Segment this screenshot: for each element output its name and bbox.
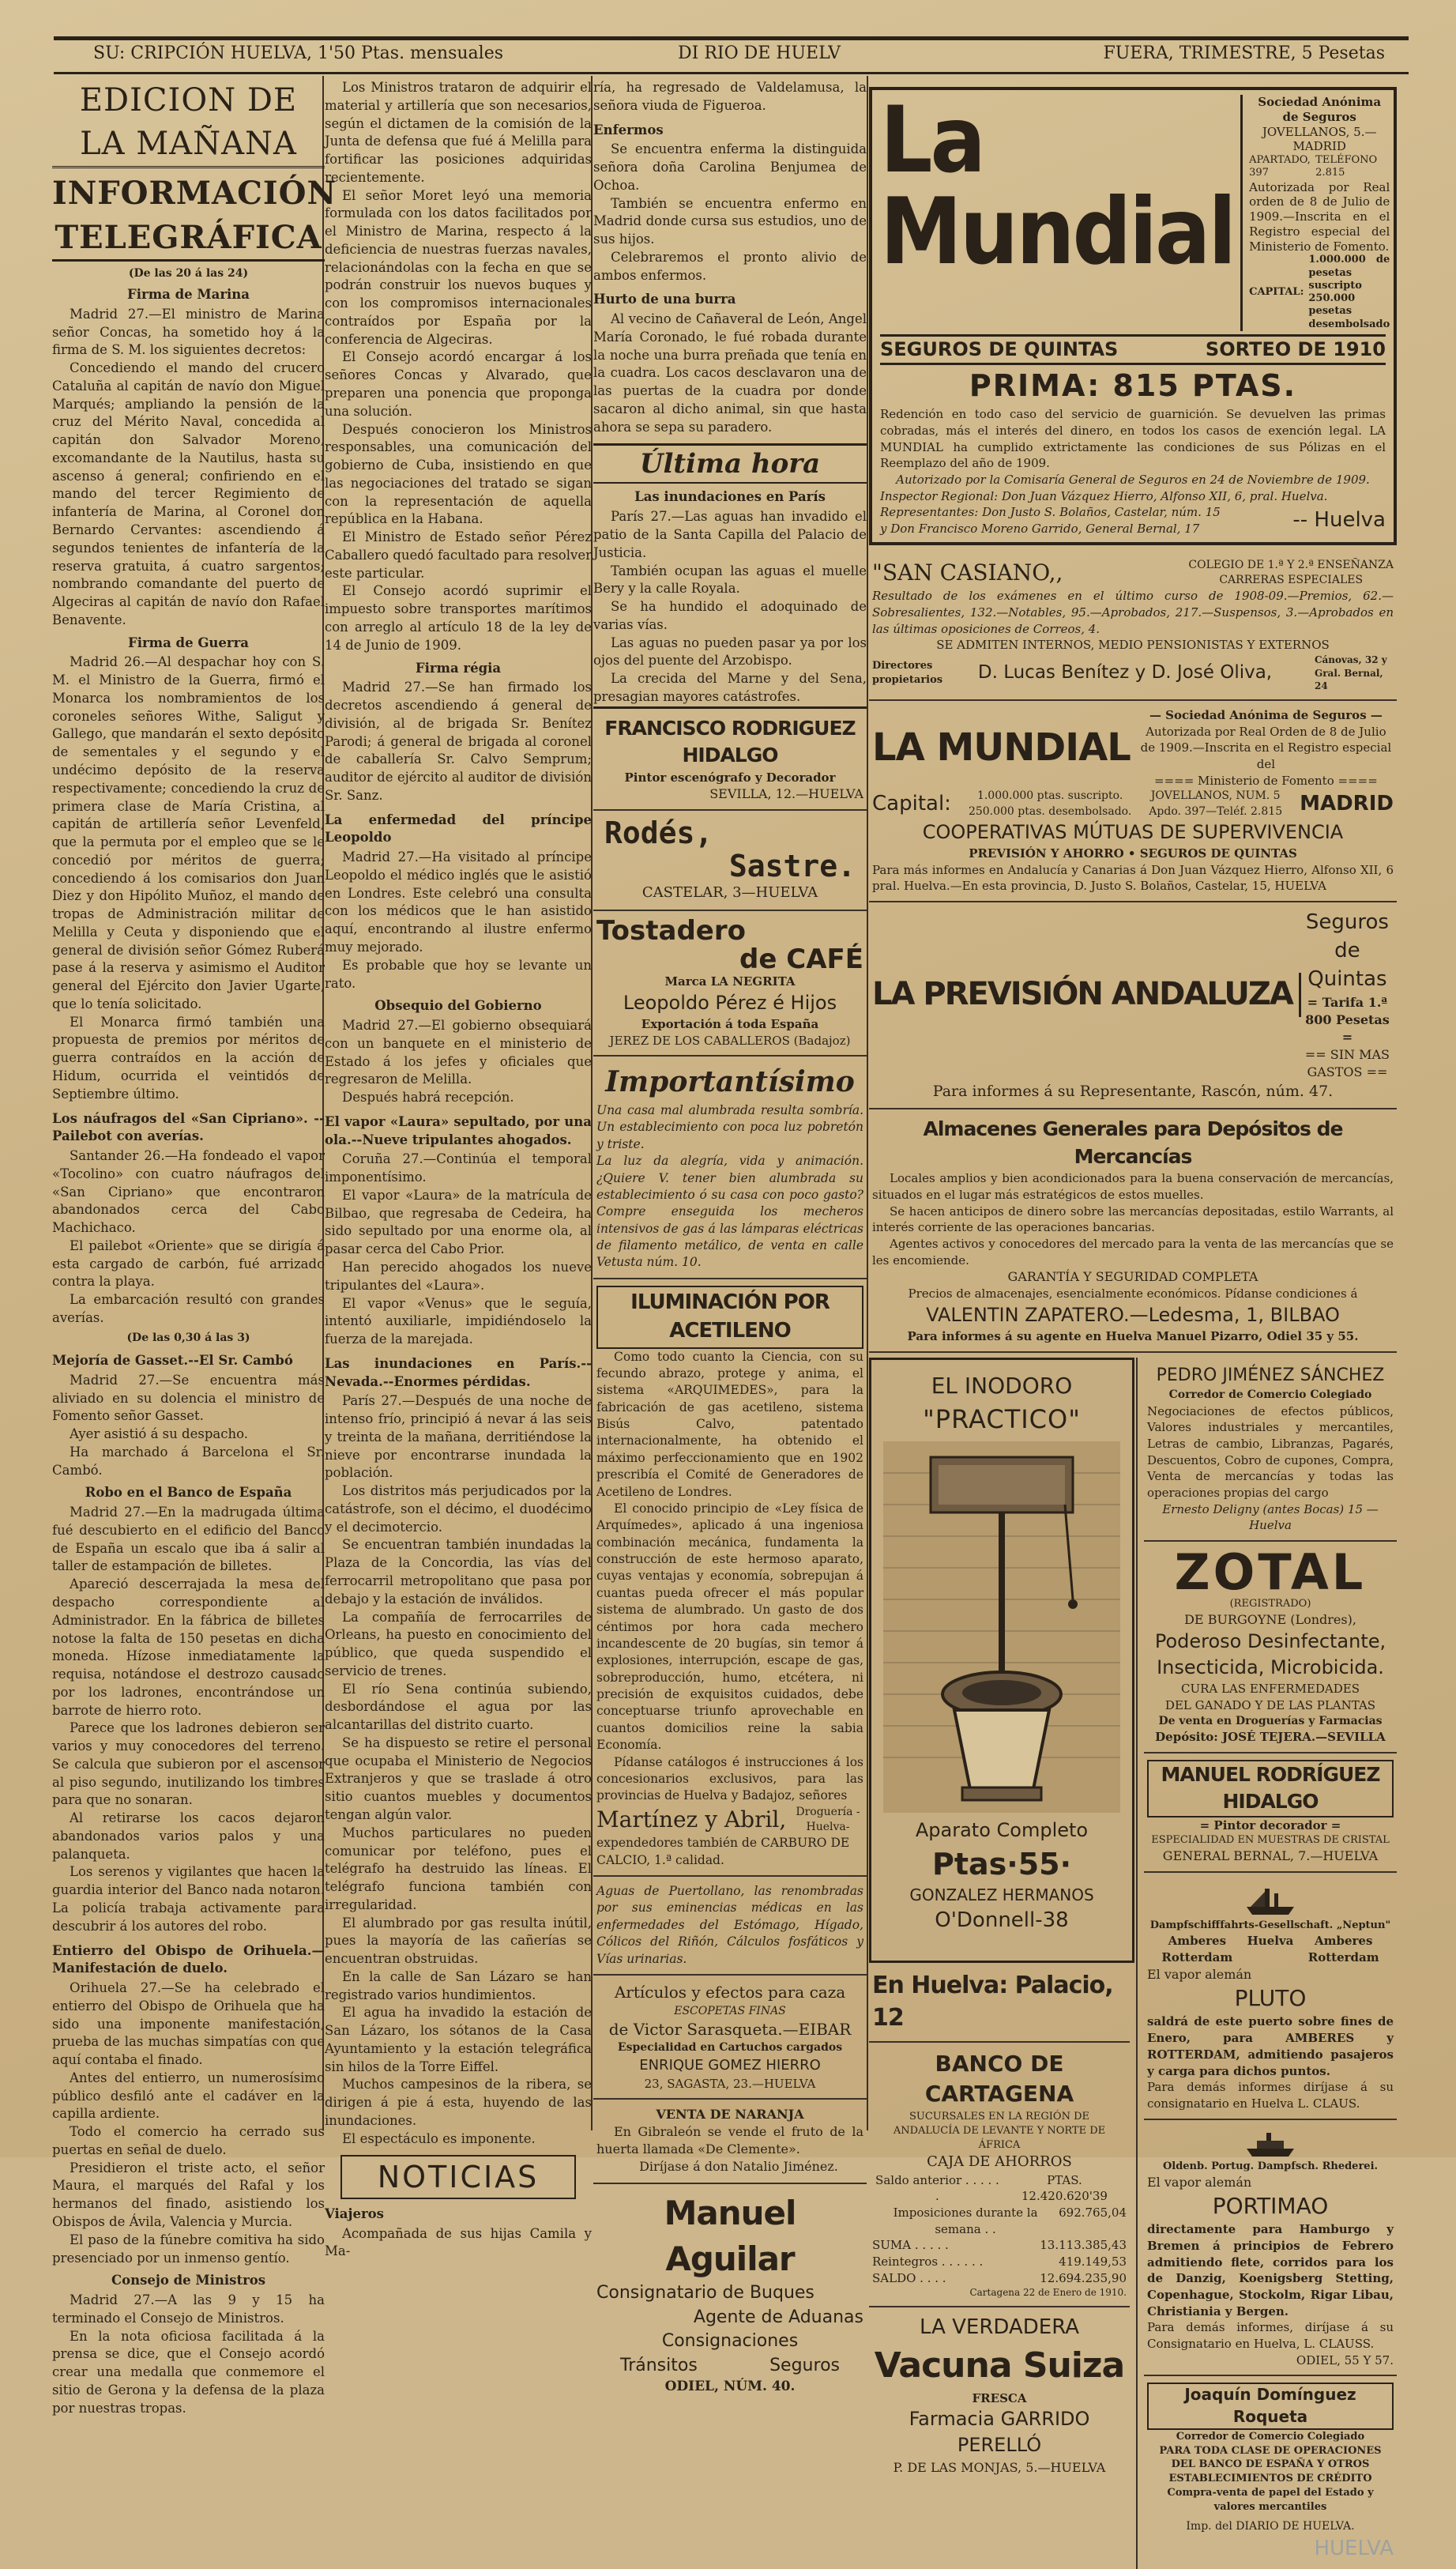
- newspaper-title: DI RIO DE HUELV: [678, 43, 841, 63]
- ad-line: JOVELLANOS, 5.—MADRID: [1262, 124, 1377, 154]
- time-range: (De las 0,30 á las 3): [126, 1331, 250, 1344]
- ad-la-mundial: [869, 87, 1397, 545]
- bank-row: [872, 2237, 1127, 2254]
- advertiser-name: ZOTAL: [1174, 1543, 1367, 1602]
- ad-line: Especialidad en Cartuchos cargados: [617, 2041, 843, 2055]
- ad-line: Huelva: [1247, 1934, 1294, 1949]
- ad-almacenes: [869, 1109, 1397, 1353]
- ship-name: PLUTO: [1234, 1984, 1307, 2011]
- bank-row: [872, 2254, 1127, 2270]
- article-text: El Ministro de Estado señor Pérez Caballero quedó facultado para resolver este particular.: [325, 529, 592, 581]
- headline: Entierro del Obispo de Orihuela.— Manifestación de duelo.: [52, 1942, 325, 1976]
- ad-line: De venta en Droguerías y Farmacias: [1158, 1714, 1383, 1727]
- headline: La enfermedad del príncipe Leopoldo: [325, 812, 592, 846]
- ad-line: Poderoso Desinfectante,: [1154, 1630, 1386, 1653]
- bank-row-label: Reintegros . . . . . .: [872, 2254, 984, 2270]
- column-3: [593, 79, 867, 2394]
- ad-line: Se hacen anticipos de dinero sobre las mercancías depositadas, estilo Warrants, al interés corriente de las operaciones bancarias.: [872, 1204, 1394, 1235]
- ad-line: Consignaciones: [661, 2331, 799, 2352]
- section-title: NOTICIAS: [340, 2155, 576, 2199]
- ad-acetylene: [593, 1279, 867, 1877]
- ad-line: Amberes Rotterdam: [1307, 1934, 1379, 1965]
- article-text: El espectáculo es imponente.: [342, 2130, 536, 2146]
- article-text: El vapor «Venus» que le seguía, intentó auxiliarle, impidiéndoselo la fuerza de la marejada.: [325, 1295, 592, 1347]
- headline: Firma régia: [415, 660, 502, 676]
- bank-row-value: 13.113.385,43: [1040, 2238, 1127, 2253]
- price: Ptas·55·: [931, 1846, 1072, 1882]
- article-text: El paso de la fúnebre comitiva ha sido presenciado por un inmenso gentío.: [52, 2232, 325, 2266]
- ad-line: D. Lucas Benítez y D. José Oliva,: [977, 662, 1273, 684]
- ad-line: Farmacia GARRIDO PERELLÓ: [909, 2408, 1090, 2457]
- ad-line: Leopoldo Pérez é Hijos: [623, 991, 837, 1014]
- ad-line: CARRERAS ESPECIALES: [1219, 574, 1364, 587]
- article-text: El Consejo acordó suprimir el impuesto sobre transportes marítimos con arreglo al artículo 18 de la ley de 14 de Junio de 1909.: [325, 583, 592, 653]
- ad-address: SEVILLA, 12.—HUELVA: [709, 786, 863, 802]
- ad-line: Aguas de Puertollano, las renombradas por sus eminencias médicas en las enfermedades del Estómago, Hígado, Cólicos del Riñón, Cálculos fosfáticos y Vías urinarias.: [596, 1884, 863, 1966]
- ad-line: ESPECIALIDAD EN MUESTRAS DE CRISTAL: [1151, 1834, 1390, 1847]
- advertiser-name: Tostadero: [596, 914, 746, 947]
- advertiser-name: Almacenes Generales para Depósitos de Mercancías: [923, 1117, 1343, 1168]
- ad-line: FRESCA: [972, 2390, 1027, 2405]
- article-text: Al retirarse los cacos dejaron abandonados varios palos y una palanqueta.: [52, 1810, 325, 1862]
- subscription-local: SU: CRIPCIÓN HUELVA, 1'50 Ptas. mensuales: [93, 43, 504, 63]
- advertiser-name: Oldenb. Portug. Dampfsch. Rhederei.: [1162, 2160, 1379, 2172]
- ad-line: ANDALUCÍA DE LEVANTE Y NORTE DE ÁFRICA: [893, 2124, 1106, 2151]
- ad-line: Droguería -Huelva-: [796, 1805, 860, 1833]
- ad-line: Seguros: [769, 2355, 840, 2375]
- toilet-illustration: [883, 1441, 1120, 1813]
- ad-line: Amberes Rotterdam: [1161, 1934, 1233, 1965]
- ad-line: y Don Francisco Moreno Garrido, General Bernal, 17: [880, 522, 1200, 537]
- ad-address: 23, SAGASTA, 23.—HUELVA: [644, 2076, 816, 2091]
- ad-line: = Tarifa 1.ª 800 Pesetas =: [1305, 994, 1390, 1045]
- article-text: El alumbrado por gas resulta inútil, pues la mayoría de las cañerías se encuentran obstruidas.: [325, 1915, 592, 1967]
- ad-banco-cartagena: [869, 2043, 1130, 2307]
- ad-line: SEGUROS DE QUINTAS: [880, 337, 1119, 360]
- article-text: Es probable que hoy se levante un rato.: [325, 957, 592, 991]
- article-text: Se ha hundido el adoquinado de varias vías.: [593, 599, 867, 632]
- ad-address: CASTELAR, 3—HUELVA: [641, 884, 818, 901]
- ad-line: Redención en todo caso del servicio de guarnición. Se devuelven las primas cobradas, más el interés del dinero, en todos los casos de exención legal. LA MUNDIAL ha cumplido extrictamente las condiciones de sus Pólizas en el Reemplazo del año de 1909.: [880, 407, 1386, 471]
- ad-line: Pintor escenógrafo y Decorador: [624, 770, 836, 785]
- article-text: Madrid 27.—Ha visitado al príncipe Leopoldo el médico inglés que le asistió en Londres. Este celebró una consulta con los médicos que le han asistido aquí, encontrando al ilustre enfermo muy mejorado.: [325, 849, 592, 955]
- ad-line: ==== Ministerio de Fomento ====: [1154, 773, 1378, 788]
- ad-line: En Gibraleón se vende el fruto de la huerta llamada «De Clemente».: [596, 2124, 863, 2157]
- ad-line: Agentes activos y conocedores del mercado para la venta de las mercancías que se les encomiende.: [872, 1237, 1394, 1268]
- article-text: Los Ministros trataron de adquirir el material y artillería que son necesarios, según el dictamen de la comisión de la Junta de defensa que fué á Melilla para fortificar las posiciones adquiridas recientemente.: [325, 80, 592, 185]
- ad-line: JOVELLANOS, NUM. 5: [1150, 789, 1281, 803]
- bank-row: [872, 2172, 1127, 2205]
- ad-line: GARANTÍA Y SEGURIDAD COMPLETA: [1007, 1269, 1258, 1285]
- ad-manuel-rodriguez: [1144, 1753, 1397, 1874]
- ship-name: PORTIMAO: [1212, 2192, 1329, 2219]
- article-text: El vapor «Laura» de la matrícula de Bilbao, que regresaba de Cedeira, ha sido sepultado por una enorme ola, al pasar cerca del Cabo Prior.: [325, 1187, 592, 1257]
- ad-line: expendedores también de CARBURO DE CALCIO, 1.ª calidad.: [596, 1836, 850, 1867]
- article-text: Todo el comercio ha cerrado sus puertas en señal de duelo.: [52, 2124, 325, 2157]
- article-text: ría, ha regresado de Valdelamusa, la señora viuda de Figueroa.: [593, 80, 867, 113]
- article-text: La crecida del Marne y del Sena, presagian mayores catástrofes.: [593, 671, 867, 704]
- article-text: Ayer asistió á su despacho.: [70, 1426, 248, 1442]
- ad-line: CURA LAS ENFERMEDADES: [1181, 1682, 1360, 1697]
- headline: Mejoría de Gasset.--El Sr. Cambó: [52, 1353, 293, 1369]
- headline: Hurto de una burra: [593, 292, 736, 307]
- ad-line: Cartagena 22 de Enero de 1910.: [969, 2287, 1127, 2299]
- ad-tailor: [593, 811, 867, 910]
- ad-line: (REGISTRADO): [1229, 1598, 1311, 1610]
- ad-address: GENERAL BERNAL, 7.—HUELVA: [1162, 1848, 1379, 1864]
- ad-line: Marca LA NEGRITA: [664, 974, 796, 989]
- article-text: Celebraremos el pronto alivio de ambos enfermos.: [593, 249, 867, 283]
- ship-icon: [1243, 2126, 1298, 2160]
- ad-line: Locales amplios y bien acondicionados para la buena conservación de mercancías, situados en el lugar más estratégicos de estos muelles.: [872, 1171, 1394, 1202]
- ad-line: 1.000.000 de pesetas suscripto: [1308, 254, 1390, 292]
- ad-line: Autorizado por la Comisaría General de Seguros en 24 de Noviembre de 1909.: [896, 473, 1370, 488]
- ad-line: DE BURGOYNE (Londres),: [1184, 1612, 1356, 1628]
- article-text: El pailebot «Oriente» que se dirigía á esta cargado de carbón, fué arrizado contra la playa.: [52, 1237, 325, 1290]
- article-text: La embarcación resultó con grandes averías.: [52, 1292, 325, 1325]
- ad-line: TELÉFONO 2.815: [1315, 154, 1378, 179]
- advertiser-name: PEDRO JIMÉNEZ SÁNCHEZ: [1156, 1365, 1385, 1385]
- ad-line: -- Huelva: [1292, 508, 1386, 533]
- ad-line: Inspector Regional: Don Juan Vázquez Hierro, Alfonso XII, 6, pral. Huelva.: [880, 488, 1328, 503]
- ad-line: Resultado de los exámenes en el último curso de 1908-09.—Premios, 62.—Sobresalientes, 132.—Notables, 95.—Aprobados, 217.—Suspensos, 3.—Aprobados en las últimas oposiciones de Correos, 4.: [872, 589, 1394, 636]
- ad-line: Autorizada por Real orden de 8 de Julio de 1909.—Inscrita en el Registro especial del Ministerio de Fomento.: [1249, 179, 1390, 254]
- article-text: Después conocieron los Ministros responsables, una comunicación del gobierno de Cuba, insistiendo en que las negociaciones del tratado se sigan con la representación de aquella república en la Habana.: [325, 421, 592, 527]
- ad-line: Sociedad Anónima de Seguros: [1258, 95, 1382, 124]
- bank-row-label: SALDO . . . .: [872, 2270, 946, 2285]
- section-title: Última hora: [593, 443, 867, 484]
- ad-joaquin-dominguez: [1144, 2376, 1397, 2569]
- advertiser-name: En Huelva: Palacio, 12: [872, 1971, 1113, 2032]
- ad-line: Seguros de Quintas: [1305, 910, 1389, 991]
- masthead: [54, 36, 1409, 74]
- article-text: Muchos campesinos de la ribera, se dirigen á pie á esta, huyendo de las inundaciones.: [325, 2077, 592, 2128]
- headline: Enfermos: [593, 122, 664, 137]
- ad-hunting: [593, 1976, 867, 2100]
- ad-line: — Sociedad Anónima de Seguros —: [1149, 707, 1383, 722]
- advertiser-name: Joaquín Domínguez Roqueta: [1147, 2383, 1394, 2429]
- headline: Obsequio del Gobierno: [374, 998, 542, 1014]
- headline: Robo en el Banco de España: [85, 1485, 292, 1501]
- ad-line: El conocido principio de «Ley física de Arquímedes», aplicado á una ingeniosa combinación mecánica, fundamenta la construcción de este hermoso aparato, cuyas ventajas y economía, sobrepujan á cuantas pueda ofrecer el más popular sistema de alumbrado. Un gasto de dos céntimos por hora cada mechero incandescente de 20 bugías, sin temor á explosiones, interrupción, escape de gas, sobreproducción, humo, etcétera, ni precisión de exquisitos cuidados, debe conceptuarse triunfo aprovechable en cuantos domicilios reine la sabia Economía.: [596, 1501, 863, 1753]
- bank-row-label: SUMA . . . . .: [872, 2238, 949, 2253]
- ad-san-casiano: [869, 552, 1397, 701]
- headline: Viajeros: [325, 2205, 384, 2221]
- advertiser-name: Dampfschifffahrts-Gesellschaft. „Neptun": [1149, 1919, 1391, 1932]
- ad-waters: [593, 1877, 867, 1976]
- ad-pedro-jimenez: [1144, 1358, 1397, 1542]
- ad-line: "PRACTICO": [923, 1403, 1081, 1434]
- ad-oranges: [593, 2100, 867, 2183]
- watermark: HUELVA: [1314, 2536, 1394, 2560]
- article-text: El agua ha invadido la estación de San Lázaro, los sótanos de la Casa Ayuntamiento y la estación telegráfica sin hilos de la Torre Eiffel.: [325, 2005, 592, 2074]
- ad-line: Agente de Aduanas: [693, 2307, 863, 2327]
- ad-line: CAPITAL:: [1249, 285, 1304, 298]
- column-2: [325, 79, 592, 2259]
- article-text: Las aguas no pueden pasar ya por los ojos del puente del Arzobispo.: [593, 635, 867, 669]
- article-text: Han perecido ahogados los nueve tripulantes del «Laura».: [325, 1260, 592, 1293]
- article-text: La compañía de ferrocarriles de Orleans, ha puesto en conocimiento del público, que queda suspendido el servicio de trenes.: [325, 1609, 592, 1678]
- ad-line: GONZALEZ HERMANOS: [909, 1885, 1094, 1905]
- article-text: En la calle de San Lázaro se han registrado varios hundimientos.: [325, 1968, 592, 2002]
- advertiser-name: Manuel Aguilar: [664, 2193, 796, 2278]
- advertiser-name: Importantísimo: [605, 1065, 855, 1099]
- ad-line: La luz da alegría, vida y animación. ¿Quiere V. tener bien alumbrada su establecimiento ó su casa con poco gasto? Compre enseguida los mecheros intensivos de gas á las lámparas eléctricas de filamento metálico, de venta en calle Vetusta núm. 10.: [596, 1154, 863, 1270]
- ad-line: Para demás informes, diríjase á su Consignatario en Huelva, L. CLAUSS.: [1147, 2320, 1394, 2352]
- article-text: Presidieron el triste acto, el señor Maura, el marqués del Rafal y los hermanos del finado, asistiendo los Obispos de Ávila, Valencia y Murcia.: [52, 2160, 325, 2229]
- article-text: El río Sena continúa subiendo, desbordándose el agua por las alcantarillas del distrito cuarto.: [325, 1681, 592, 1733]
- ad-oldenburg: [1144, 2120, 1397, 2377]
- article-text: Antes del entierro, un numerosísimo público desfiló ante el cadáver en la capilla ardiente.: [52, 2070, 325, 2122]
- article-text: Madrid 26.—Al despachar hoy con S. M. el Ministro de la Guerra, firmó el Monarca los nombramientos de los coroneles señores Withe, Saligut y Gallego, que mandarán el sexto depósito de sementales y el segundo y el undécimo depósito de la reserva respectivamente; concediendo la cruz de primera clase de María Cristina, al capitán de artillería señor Levenfeld, que la permuta por el empleo que se le concedió por méritos de guerra; concediendo á los comisarios don Juan Diez y don Hipólito Muñoz, el mando de tropas de Administración militar de Melilla y Ceuta y disponiendo que el general de división señor Gómez Ruberá pase á la reserva y asimismo el Auditor general del Ejército don Javier Ugarte, que lo tenía solicitado.: [52, 654, 325, 1011]
- ad-line: COLEGIO DE 1.ª Y 2.ª ENSEÑANZA: [1188, 558, 1394, 571]
- ad-line: SUCURSALES EN LA REGIÓN DE: [909, 2111, 1090, 2123]
- ad-line: Representantes: Don Justo S. Bolaños, Castelar, núm. 15: [880, 505, 1221, 520]
- subscription-outside: FUERA, TRIMESTRE, 5 Pesetas: [1103, 43, 1385, 63]
- ad-address: JEREZ DE LOS CABALLEROS (Badajoz): [609, 1033, 851, 1048]
- ad-prevision-andaluza: [869, 902, 1397, 1109]
- ad-line: PARA TODA CLASE DE OPERACIONES DEL BANCO DE ESPAÑA Y OTROS ESTABLECIMIENTOS DE CRÉDITO Compra-venta de papel del Estado y valores mercantiles: [1159, 2444, 1382, 2514]
- ad-inodoro: [869, 1358, 1134, 1963]
- article-text: Madrid 27.—En la madrugada última fué descubierto en el edificio del Banco de España un escalo que iba á salir al taller de estampación de billetes.: [52, 1505, 325, 1574]
- article-text: Madrid 27.—Se han firmado los decretos ascendiendo á general de división, al de brigada Sr. Benítez Parodi; á general de brigada al coronel de caballería Sr. Calvo Semprum; auditor de ejército al auditor de división Sr. Sanz.: [325, 680, 592, 803]
- ad-line: Para demás informes diríjase á su consignatario en Huelva L. CLAUS.: [1147, 2080, 1394, 2111]
- ad-address: Depósito: JOSÉ TEJERA.—SEVILLA: [1155, 1730, 1386, 1745]
- ad-line: de CAFÉ: [739, 943, 863, 975]
- ad-line: Una casa mal alumbrada resulta sombría. Un establecimiento con poca luz pobretón y triste.: [596, 1103, 863, 1151]
- ad-zotal: [1144, 1542, 1397, 1753]
- ad-line: Para informes á su Representante, Rascón, núm. 47.: [932, 1083, 1334, 1101]
- ad-address: ODIEL, NÚM. 40.: [664, 2378, 796, 2394]
- ad-line: EL INODORO: [931, 1372, 1073, 1399]
- headline: Consejo de Ministros: [111, 2273, 266, 2288]
- ad-line: Exportación á toda España: [641, 1017, 819, 1031]
- headline: Las inundaciones en París.--Nevada.--Enormes pérdidas.: [325, 1355, 592, 1389]
- ad-line: 1.000.000 ptas. suscripto.: [976, 789, 1123, 803]
- ad-line: Corredor de Comercio Colegiado: [1168, 1388, 1372, 1402]
- ad-line: Capital:: [872, 791, 951, 816]
- bank-row-value: 12.694.235,90: [1040, 2270, 1127, 2285]
- ad-line: SORTEO DE 1910: [1205, 337, 1386, 360]
- article-text: París 27.—Después de una noche de intenso frío, principió á nevar á las seis y treinta de la mañana, derritiéndose la nieve por encontrarse inundada la población.: [325, 1393, 592, 1481]
- article-text: Parece que los ladrones debieron ser varios y muy conocedores del terreno. Se calcula que subieron por el ascensor al piso segundo, inutilizando los timbres para que no sonaran.: [52, 1720, 325, 1808]
- ad-line: CAJA DE AHORROS: [927, 2153, 1072, 2170]
- advertiser-name: ILUMINACIÓN POR ACETILENO: [596, 1286, 863, 1349]
- ad-line: directamente para Hamburgo y Bremen á principios de Febrero admitiendo flete, corridos para los de Danzig, Koenigsberg Stetting, Copenhague, Stockolm, Rigar Libau, Christiania y Bergen.: [1147, 2222, 1394, 2319]
- headline: Firma de Guerra: [127, 635, 249, 650]
- advertiser-name: VENTA DE NARANJA: [656, 2107, 804, 2123]
- article-text: Después habrá recepción.: [342, 1090, 514, 1106]
- article-text: Madrid 27.—Se encuentra más aliviado en su dolencia el ministro de Fomento señor Gasset.: [52, 1372, 325, 1424]
- ad-lighting: [593, 1057, 867, 1279]
- article-text: Concediendo el mando del crucero Cataluña al capitán de navío don Miguel Marqués; ampliando la pensión de la cruz del Mérito Naval, concedida al capitán don Salvador Moreno, excomandante de la Nautilus, hasta su ascenso á general; confiriendo en el mando del tercer Regimiento de infantería de Marina, al Coronel don Bernardo Cervantes: ascendiendo á segundos tenientes de infantería de la reserva gratuita, á cuatro sargentos; nombrando comandante del puerto de Algeciras al capitán de navío don Rafael Benavente.: [52, 360, 325, 627]
- advertiser-name: La Mundial: [880, 95, 1243, 331]
- ad-line: 250.000 pesetas desembolsado: [1308, 292, 1390, 330]
- article-text: Apareció descerrajada la mesa del despacho correspondiente al Administrador. En la fábrica de billetes notose la falta de 150 pesetas en dicha moneda. Hízose inmediatamente la requisa, notándose el destrozo causado por los ladrones, encontrándose un barrote de hierro roto.: [52, 1576, 325, 1718]
- ad-line: MADRID: [1300, 791, 1394, 816]
- article-text: Ha marchado á Barcelona el Sr. Cambó.: [52, 1444, 325, 1478]
- time-range: (De las 20 á las 24): [128, 266, 249, 280]
- ad-line: 250.000 ptas. desembolsado.: [968, 804, 1132, 818]
- ad-line: Pídanse catálogos é instrucciones á los concesionarios exclusivos, para las provincias de Huelva y Badajoz, señores: [596, 1754, 863, 1803]
- ad-line: Consignatario de Buques: [596, 2283, 815, 2303]
- ad-line: = Pintor decorador =: [1199, 1818, 1341, 1833]
- article-text: Muchos particulares no pueden comunicar por teléfono, pues el telégrafo ha destruido las líneas. El telégrafo funciona también con irregularidad.: [325, 1825, 592, 1912]
- ad-address: O'Donnell-38: [935, 1908, 1069, 1932]
- article-text: En la nota oficiosa facilitada á la prensa se dice, que el Consejo acordó crear una medalla que conmemore el sitio de Gerona y la defensa de la plaza por nuestras tropas.: [52, 2328, 325, 2416]
- headline: Firma de Marina: [127, 287, 250, 303]
- advertiser-name: LA MUNDIAL: [872, 725, 1131, 770]
- advertiser-name: MANUEL RODRÍGUEZ HIDALGO: [1147, 1760, 1394, 1818]
- article-text: El Monarca firmó también una propuesta de premios por méritos de guerra contraídos en la acción de Hidum, ocurrida el veintidós de Septiembre último.: [52, 1014, 325, 1102]
- ad-address: Ernesto Deligny (antes Bocas) 15 —Huelva: [1162, 1501, 1379, 1533]
- ad-address: ODIEL, 55 Y 57.: [1296, 2352, 1394, 2367]
- section-title: INFORMACIÓN TELEGRÁFICA: [52, 171, 325, 261]
- ad-neptun: [1144, 1873, 1397, 2119]
- article-text: Se ha dispuesto se retire el personal que ocupaba el Ministerio de Negocios Extranjeros y que se traslade á otro sitio cuantos muebles y documentos tengan algún valor.: [325, 1735, 592, 1822]
- ad-line: PREVISIÓN Y AHORRO • SEGUROS DE QUINTAS: [969, 846, 1297, 861]
- edition-title: EDICION DE LA MAÑANA: [52, 79, 325, 168]
- article-text: También ocupan las aguas el muelle Bery y la calle Royala.: [593, 563, 867, 597]
- bank-row-label: Saldo anterior . . . . . .: [875, 2172, 999, 2204]
- ship-icon: [1243, 1879, 1298, 1919]
- column-1: [52, 79, 337, 2416]
- ad-line: VALENTIN ZAPATERO.—Ledesma, 1, BILBAO: [926, 1304, 1340, 1327]
- column-rule: [867, 76, 868, 2130]
- article-text: El Consejo acordó encargar á los señores Concas y Alvarado, que preparen una ponencia que proponga una solución.: [325, 349, 592, 419]
- article-text: Se encuentran también inundadas la Plaza de la Concordia, las vías del ferrocarril metropolitano que pasa por debajo y la estación de inválidos.: [325, 1537, 592, 1607]
- ad-line: de Victor Sarasqueta.—EIBAR: [608, 2019, 852, 2039]
- ad-line: Sastre.: [728, 849, 856, 884]
- advertiser-name: Artículos y efectos para caza: [614, 1982, 846, 2002]
- article-text: Coruña 27.—Continúa el temporal imponentísimo.: [325, 1151, 592, 1185]
- ad-line: == SIN MAS GASTOS ==: [1304, 1046, 1390, 1079]
- advertiser-name: BANCO DE CARTAGENA: [924, 2050, 1074, 2108]
- article-text: Se encuentra enferma la distinguida señora doña Carolina Benjumea de Ochoa.: [593, 141, 867, 193]
- ad-vacuna-suiza: [869, 2307, 1130, 2483]
- bank-row-value: PTAS. 12.420.620'39: [1021, 2172, 1108, 2204]
- ad-line: Martínez y Abril,: [596, 1806, 787, 1833]
- headline: El vapor «Laura» sepultado, por una ola.--Nueve tripulantes ahogados.: [325, 1113, 592, 1147]
- article-text: París 27.—Las aguas han invadido el patio de la Santa Capilla del Palacio de Justicia.: [593, 509, 867, 560]
- ad-la-mundial-cooperativas: [869, 701, 1397, 902]
- ad-address: P. DE LAS MONJAS, 5.—HUELVA: [893, 2459, 1106, 2475]
- article-text: Santander 26.—Ha fondeado el vapor «Tocolino» con cuatro náufragos del «San Cipriano» que encontraron abandonados cerca del Cabo Machichaco.: [52, 1148, 325, 1236]
- printer-credit: Imp. del DIARIO DE HUELVA.: [1186, 2520, 1355, 2533]
- bank-row: [872, 2205, 1127, 2237]
- article-text: Los serenos y vigilantes que hacen la guardia interior del Banco nada notaron. La policía trabaja activamente para descubrir á los autores del robo.: [52, 1864, 325, 1934]
- article-text: También se encuentra enfermo en Madrid donde cursa sus estudios, uno de sus hijos.: [593, 195, 867, 247]
- ad-line: Para informes á su agente en Huelva Manuel Pizarro, Odiel 35 y 55.: [907, 1329, 1359, 1344]
- article-text: Orihuela 27.—Se ha celebrado el entierro del Obispo de Orihuela que ha sido una imponente manifestación, prueba de las muchas simpatías con que aquí contaba el finado.: [52, 1980, 325, 2068]
- bank-row: [872, 2270, 1127, 2287]
- ad-line: DEL GANADO Y DE LAS PLANTAS: [1164, 1698, 1376, 1713]
- ad-line: ENRIQUE GOMEZ HIERRO: [639, 2056, 821, 2074]
- ad-line: Para más informes en Andalucía y Canarias á Don Juan Vázquez Hierro, Alfonso XII, 6 pral. Huelva.—En esta provincia, D. Justo S. Bolaños, Castelar, 15, HUELVA: [872, 862, 1394, 894]
- ad-address: Cánovas, 32 y Gral. Bernal, 24: [1314, 654, 1387, 692]
- article-text: Madrid 27.—El gobierno obsequiará con un banquete en el ministerio de Estado á los jefes y oficiales que regresaron de Melilla.: [325, 1018, 592, 1087]
- article-text: Al vecino de Cañaveral de León, Angel María Coronado, le fué robada durante la noche una burra preñada que tenía en la cuadra. Los cacos desclavaron una de las puertas de la cuadra por donde sacaron al dicho animal, sin que hasta ahora se sepa su paradero.: [593, 311, 867, 435]
- ad-line: PRIMA: 815 PTAS.: [969, 367, 1297, 403]
- ad-line: El vapor alemán: [1147, 2174, 1252, 2190]
- ad-line: Autorizada por Real Orden de 8 de Julio de 1909.—Inscrita en el Registro especial del: [1140, 724, 1392, 771]
- ad-line: Tránsitos: [620, 2355, 698, 2375]
- ad-painter: [593, 706, 867, 812]
- ad-coffee: [593, 911, 867, 1057]
- ad-line: COOPERATIVAS MÚTUAS DE SUPERVIVENCIA: [922, 820, 1344, 843]
- ad-line: SE ADMITEN INTERNOS, MEDIO PENSIONISTAS Y EXTERNOS: [936, 638, 1330, 653]
- ad-line: Insecticida, Microbicida.: [1157, 1656, 1384, 1679]
- article-text: Madrid 27.—El ministro de Marina señor Concas, ha sometido hoy á la firma de S. M. los siguientes decretos:: [52, 306, 325, 358]
- advertiser-name: "SAN CASIANO,,: [872, 559, 1063, 586]
- ad-huelva-palacio: [869, 1963, 1130, 2043]
- article-text: Los distritos más perjudicados por la catástrofe, son el décimo, el duodécimo y el decimotercio.: [325, 1483, 592, 1535]
- ad-shipping-agent: [593, 2184, 867, 2403]
- ad-line: Diríjase á don Natalio Jiménez.: [639, 2159, 838, 2175]
- advertiser-name: LA PREVISIÓN ANDALUZA: [872, 973, 1301, 1016]
- ad-line: Negociaciones de efectos públicos, Valores industriales y mercantiles, Letras de cambio, Libranzas, Pagarés, Descuentos, Cobro de cupones, Compra, Venta de mercancías y todas las operaciones propias del cargo: [1147, 1403, 1394, 1501]
- headline: Los náufragos del «San Cipriano». --Pailebot con averías.: [52, 1110, 325, 1144]
- ad-line: LA VERDADERA: [919, 2315, 1079, 2339]
- article-text: Acompañada de sus hijas Camila y Ma-: [325, 2225, 592, 2259]
- bank-row-label: Imposiciones durante la semana . .: [893, 2205, 1038, 2236]
- ad-line: Directores propietarios: [872, 660, 943, 686]
- ad-line: Precios de almacenajes, esencialmente económicos. Pídanse condiciones á: [908, 1286, 1358, 1301]
- bank-row-value: 419.149,53: [1059, 2254, 1127, 2270]
- advertiser-name: Vacuna Suiza: [874, 2345, 1125, 2386]
- ad-line: APARTADO, 397: [1249, 154, 1311, 179]
- ad-line: Aparato Completo: [915, 1818, 1089, 1841]
- headline: Las inundaciones en París: [634, 489, 826, 505]
- ad-line: saldrá de este puerto sobre fines de Enero, para AMBERES y ROTTERDAM, admitiendo pasajeros y carga para dichos puntos.: [1147, 2014, 1394, 2078]
- ad-line: Como todo cuanto la Ciencia, con su fecundo abrazo, protege y anima, el sistema «ARQUIMEDES», para la fabricación de gas acetileno, sistema Bisús Calvo, patentado internacionalmente, ha obtenido el máximo perfeccionamiento que en 1902 prescribía el Comité de Generadores de Acetileno de Londres.: [596, 1349, 863, 1499]
- ad-line: Corredor de Comercio Colegiado: [1176, 2430, 1365, 2443]
- bank-row-value: 692.765,04: [1059, 2205, 1127, 2221]
- ad-line: El vapor alemán: [1147, 1966, 1252, 1982]
- advertiser-name: Rodés,: [604, 816, 713, 851]
- article-text: El señor Moret leyó una memoria formulada con los datos facilitados por el Ministro de Marina, respecto á la deficiencia de nuestras fuerzas navales, relacionándolas con la fecha en que se podrán construir los nuevos buques y con los compromisos internacionales contraídos por España por la conferencia de Algeciras.: [325, 187, 592, 347]
- article-text: Madrid 27.—A las 9 y 15 ha terminado el Consejo de Ministros.: [52, 2292, 325, 2326]
- column-4: [869, 79, 1397, 2560]
- ad-line: Apdo. 397—Teléf. 2.815: [1149, 804, 1283, 818]
- ad-line: ESCOPETAS FINAS: [674, 2004, 786, 2017]
- advertiser-name: FRANCISCO RODRIGUEZ HIDALGO: [604, 716, 856, 767]
